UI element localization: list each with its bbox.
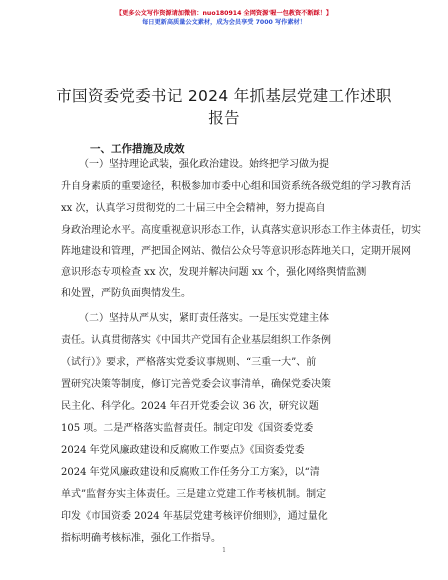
body-line: 意识形态专项检查 xx 次，发现并解决问题 xx 个，强化网络舆情监测 [61, 267, 367, 278]
body-line: 和处置，严防负面舆情发生。 [61, 288, 191, 299]
body-line: 2024 年党风廉政建设和反腐败工作任务分工方案》，以“清 [61, 467, 320, 478]
body-line: 印发《市国资委 2024 年基层党建考核评价细则》，通过量化 [61, 511, 328, 522]
section-heading: 一、工作措施及成效 [90, 143, 185, 155]
promo-line-1: 【更多公文写作资源请加微信：nuo180914 全网资源'喔一包教资不断踩！】 [115, 10, 333, 17]
body-line: 升自身素质的重要途径，积极参加市委中心组和国资系统各级党组的学习教育活 [61, 181, 411, 192]
body-line: 置研究决策等制度，修订完善党委会议事清单，确保党委决策 [61, 379, 331, 390]
promo-line-2: 每日更新高质量公文素材，成为会员享受 7000 写作素材！ [142, 19, 306, 26]
page-number: 1 [222, 547, 226, 554]
body-line: 单式”监督夯实主体责任。三是建立党建工作考核机制。制定 [61, 489, 327, 500]
doc-title-line-1: 市国资委党委书记 2024 年抓基层党建工作述职 [56, 87, 392, 105]
body-line: 身政治理论水平。高度重视意识形态工作，认真落实意识形态工作主体责任，切实 [61, 225, 421, 236]
body-line: 阵地建设和管理，严把国企网站、微信公众号等意识形态阵地关口，定期开展网 [61, 246, 411, 257]
body-line: （二）坚持从严从实，紧盯责任落实。一是压实党建主体 [79, 313, 329, 324]
body-line: 民主化、科学化。2024 年召开党委会议 36 次，研究议题 [61, 401, 319, 412]
body-line: 105 项。二是严格落实监督责任。制定印发《国资委党委 [61, 423, 314, 434]
body-line: 指标明确考核标准，强化工作指导。 [61, 533, 221, 544]
doc-title-line-2: 报告 [208, 109, 240, 127]
body-line: xx 次，认真学习贯彻党的二十届三中全会精神，努力提高自 [61, 203, 326, 214]
body-line: 责任。认真贯彻落实《中国共产党国有企业基层组织工作条例 [61, 335, 331, 346]
promo-banner [0, 9, 448, 27]
body-line: 2024 年党风廉政建设和反腐败工作要点》《国资委党委 [61, 445, 305, 456]
body-line: （试行）》要求，严格落实党委议事规则、“三重一大”、前 [61, 357, 317, 368]
body-line: （一）坚持理论武装，强化政治建设。始终把学习做为提 [79, 159, 329, 170]
